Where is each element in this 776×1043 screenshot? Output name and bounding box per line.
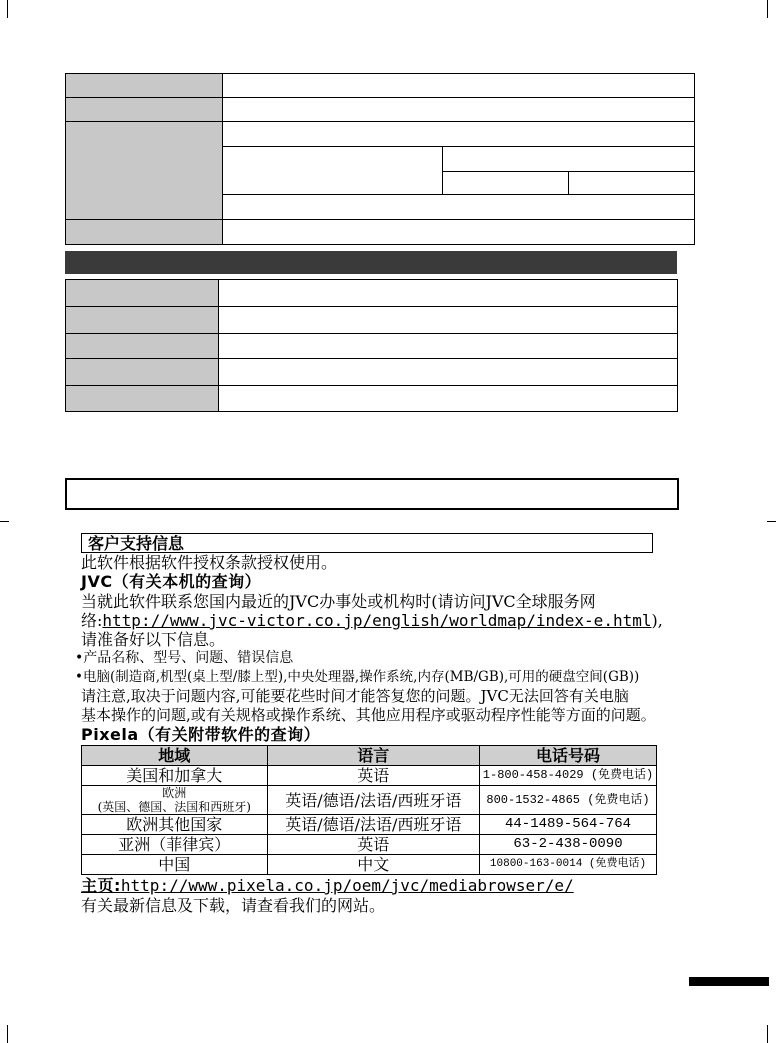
- region-cell: [82, 786, 268, 815]
- phone-cell: 44-1489-564-764: [480, 815, 657, 835]
- language-cell: 英语: [267, 766, 479, 786]
- region-cell: 亚洲（菲律宾）: [82, 835, 268, 855]
- language-cell: 英语/德语/法语/西班牙语: [267, 815, 479, 835]
- crop-mark-bottom-right: [767, 1025, 768, 1043]
- crop-mark-top-left: [7, 0, 8, 18]
- page-tab-marker: [689, 977, 769, 986]
- form-label-cell-5: [65, 279, 219, 307]
- jvc-text-2-suffix: ),: [651, 611, 663, 630]
- jvc-text-2: [81, 611, 681, 630]
- form-label-cell-2: [65, 97, 223, 122]
- form-field-6[interactable]: [218, 306, 678, 334]
- column-header-region: 地域: [82, 746, 268, 766]
- form-field-3c[interactable]: [442, 146, 695, 172]
- support-header: 客户支持信息: [81, 533, 653, 553]
- homepage-url-link[interactable]: http://www.pixela.co.jp/oem/jvc/mediabrowser/e/: [120, 876, 574, 895]
- form-label-cell-4: [65, 219, 223, 245]
- homepage-line: [81, 876, 681, 896]
- table-row: [82, 786, 657, 815]
- form-label-cell-9: [65, 385, 219, 412]
- form-field-3a[interactable]: [222, 121, 695, 147]
- customer-support-section: [75, 533, 681, 915]
- phone-cell: 10800-163-0014 (免费电话): [480, 855, 657, 875]
- pixela-heading: Pixela（有关附带软件的查询）: [81, 725, 321, 744]
- form-field-9[interactable]: [218, 385, 678, 412]
- bullet-product-info: •产品名称、型号、问题、错误信息: [75, 650, 294, 666]
- license-line: 此软件根据软件授权条款授权使用。: [81, 553, 338, 572]
- bullet-pc-info: •电脑(制造商,机型(桌上型/膝上型),中央处理器,操作系统,内存(MB/GB),可用的硬盘空间(GB)): [75, 669, 640, 685]
- form-field-3f[interactable]: [222, 194, 695, 220]
- form-field-4[interactable]: [222, 219, 695, 245]
- phone-cell: 800-1532-4865 (免费电话): [480, 786, 657, 815]
- form-field-3d[interactable]: [442, 171, 569, 195]
- table-row: [82, 815, 657, 835]
- homepage-label: 主页:: [81, 876, 121, 895]
- crop-mark-mid-right: [767, 521, 776, 522]
- table-row: [82, 855, 657, 875]
- form-label-cell-8: [65, 358, 219, 386]
- phone-cell: 63-2-438-0090: [480, 835, 657, 855]
- region-cell: 中国: [82, 855, 268, 875]
- form-label-cell-3: [65, 121, 223, 220]
- prepare-line: 请准备好以下信息。: [81, 630, 226, 649]
- note-line-2: 基本操作的问题,或有关规格或操作系统、其他应用程序或驱动程序性能等方面的问题。: [81, 706, 656, 724]
- pixela-contact-table: [81, 745, 657, 875]
- form-field-7[interactable]: [218, 333, 678, 359]
- region-name: 欧洲: [162, 786, 187, 800]
- jvc-text-2-prefix: 络:: [81, 611, 103, 630]
- closing-line: 有关最新信息及下载，请查看我们的网站。: [81, 896, 386, 915]
- form-field-8[interactable]: [218, 358, 678, 386]
- form-field-3e[interactable]: [568, 171, 695, 195]
- language-cell: 中文: [267, 855, 479, 875]
- phone-cell: 1-800-458-4029 (免费电话): [480, 766, 657, 786]
- form-field-5[interactable]: [218, 279, 678, 307]
- region-cell: 美国和加拿大: [82, 766, 268, 786]
- crop-mark-top-right: [767, 0, 768, 18]
- form-section-band: [65, 251, 677, 274]
- language-cell: 英语: [267, 835, 479, 855]
- form-label-cell-7: [65, 333, 219, 359]
- region-cell: 欧洲其他国家: [82, 815, 268, 835]
- form-field-3b[interactable]: [222, 146, 443, 195]
- table-row: [82, 766, 657, 786]
- column-header-language: 语言: [267, 746, 479, 766]
- crop-mark-mid-left: [0, 521, 9, 522]
- note-line-1: 请注意,取决于问题内容,可能要花些时间才能答复您的问题。JVC无法回答有关电脑: [81, 687, 629, 705]
- table-header-row: [82, 746, 657, 766]
- table-row: [82, 835, 657, 855]
- region-sub: (英国、德国、法国和西班牙): [97, 800, 251, 814]
- language-cell: 英语/德语/法语/西班牙语: [267, 786, 479, 815]
- jvc-url-link[interactable]: http://www.jvc-victor.co.jp/english/worldmap/index-e.html: [102, 611, 652, 630]
- form-label-cell-1: [65, 73, 223, 98]
- column-header-phone: 电话号码: [480, 746, 657, 766]
- form-field-2[interactable]: [222, 97, 695, 122]
- jvc-heading: JVC（有关本机的查询）: [81, 572, 262, 591]
- form-notes-box[interactable]: [65, 478, 679, 510]
- form-label-cell-6: [65, 306, 219, 334]
- crop-mark-bottom-left: [7, 1025, 8, 1043]
- form-field-1[interactable]: [222, 73, 695, 98]
- jvc-text-1: 当就此软件联系您国内最近的JVC办事处或机构时(请访问JVC全球服务网: [81, 592, 596, 611]
